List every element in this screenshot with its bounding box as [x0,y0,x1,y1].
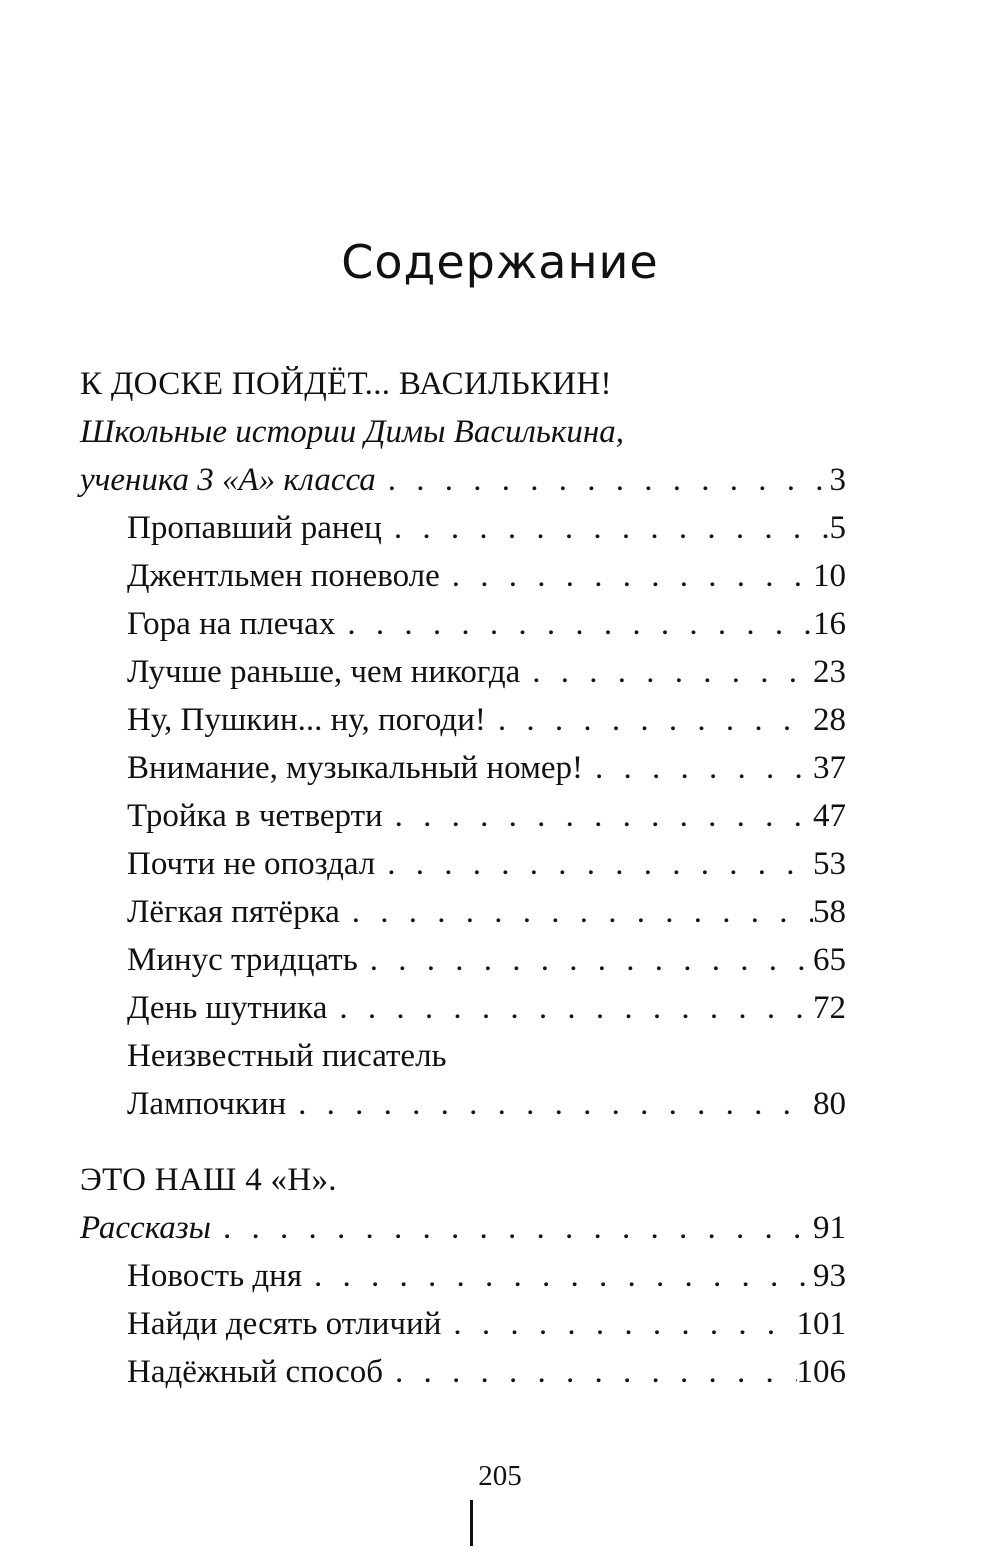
dot-leader [211,1204,813,1252]
toc-entry[interactable] [127,552,846,600]
toc-entry[interactable] [127,504,846,552]
dot-leader [520,648,813,696]
page-ref: 80 [813,1086,846,1122]
page-ref: 3 [829,462,846,498]
page-ref: 101 [796,1306,846,1342]
entry-title: Ну, Пушкин... ну, погоди! [127,702,486,738]
entry-title: Гора на плечах [127,606,336,642]
entry-title: Лёгкая пятёрка [127,894,340,930]
dot-leader [486,696,813,744]
dot-leader [375,840,813,888]
page-ref: 47 [813,798,846,834]
page-title: Содержание [341,235,659,289]
page-ref: 28 [813,702,846,738]
entry-title: Тройка в четверти [127,798,383,834]
toc-entry[interactable] [127,696,846,744]
entry-title: Почти не опоздал [127,846,376,882]
toc-entry[interactable] [127,840,846,888]
toc-entry[interactable] [127,888,846,936]
page-ref: 10 [813,558,846,594]
toc-entry[interactable] [127,648,846,696]
dot-leader [302,1252,813,1300]
toc-entry[interactable] [127,1348,846,1396]
page-ref: 16 [813,606,846,642]
entry-title: Внимание, музыкальный номер! [127,750,583,786]
page-ref: 5 [829,510,846,546]
dot-leader [340,888,813,936]
section-subtitle: Школьные истории Димы Василькина, [80,414,624,450]
entry-title: Лампочкин [127,1086,287,1122]
page-ref: 72 [813,990,846,1026]
page-ref: 58 [813,894,846,930]
entry-title: Пропавший ранец [127,510,382,546]
entry-title: Найди десять отличий [127,1306,442,1342]
page-ref: 93 [813,1258,846,1294]
section-subtitle-entry[interactable] [80,456,846,504]
entry-title: Новость дня [127,1258,303,1294]
dot-leader [327,984,813,1032]
entry-title: Минус тридцать [127,942,358,978]
entry-title: Джентльмен поневоле [127,558,440,594]
dot-leader [441,1300,796,1348]
page-ref: 23 [813,654,846,690]
toc-entry[interactable] [127,792,846,840]
toc-entry[interactable] [127,744,846,792]
page-ref: 91 [813,1210,846,1246]
section-heading: ЭТО НАШ 4 «Н». [80,1162,337,1198]
page-ref: 53 [813,846,846,882]
page-ref: 106 [796,1354,846,1390]
page-number: 205 [478,1460,522,1492]
dot-leader [382,504,830,552]
dot-leader [383,1348,796,1396]
edge-mark [470,1500,473,1546]
page-ref: 65 [813,942,846,978]
section-subtitle-text: Рассказы [80,1210,212,1246]
toc-entry[interactable] [127,1252,846,1300]
dot-leader [286,1080,813,1128]
toc-entry[interactable] [127,600,846,648]
dot-leader [583,744,813,792]
entry-title: Надёжный способ [127,1354,384,1390]
dot-leader [440,552,813,600]
dot-leader [335,600,813,648]
toc-entry[interactable] [127,1080,846,1128]
dot-leader [358,936,813,984]
section-subtitle-text: ученика 3 «А» класса [80,462,376,498]
section-subtitle-entry[interactable] [80,1204,846,1252]
entry-title: Лучше раньше, чем никогда [127,654,521,690]
dot-leader [383,792,813,840]
entry-title-line[interactable]: Неизвестный писатель [127,1038,447,1074]
dot-leader [376,456,830,504]
toc-entry[interactable] [127,936,846,984]
toc-entry[interactable] [127,984,846,1032]
entry-title: День шутника [127,990,328,1026]
toc-entry[interactable] [127,1300,846,1348]
section-heading: К ДОСКЕ ПОЙДЁТ... ВАСИЛЬКИН! [80,366,612,402]
page-ref: 37 [813,750,846,786]
